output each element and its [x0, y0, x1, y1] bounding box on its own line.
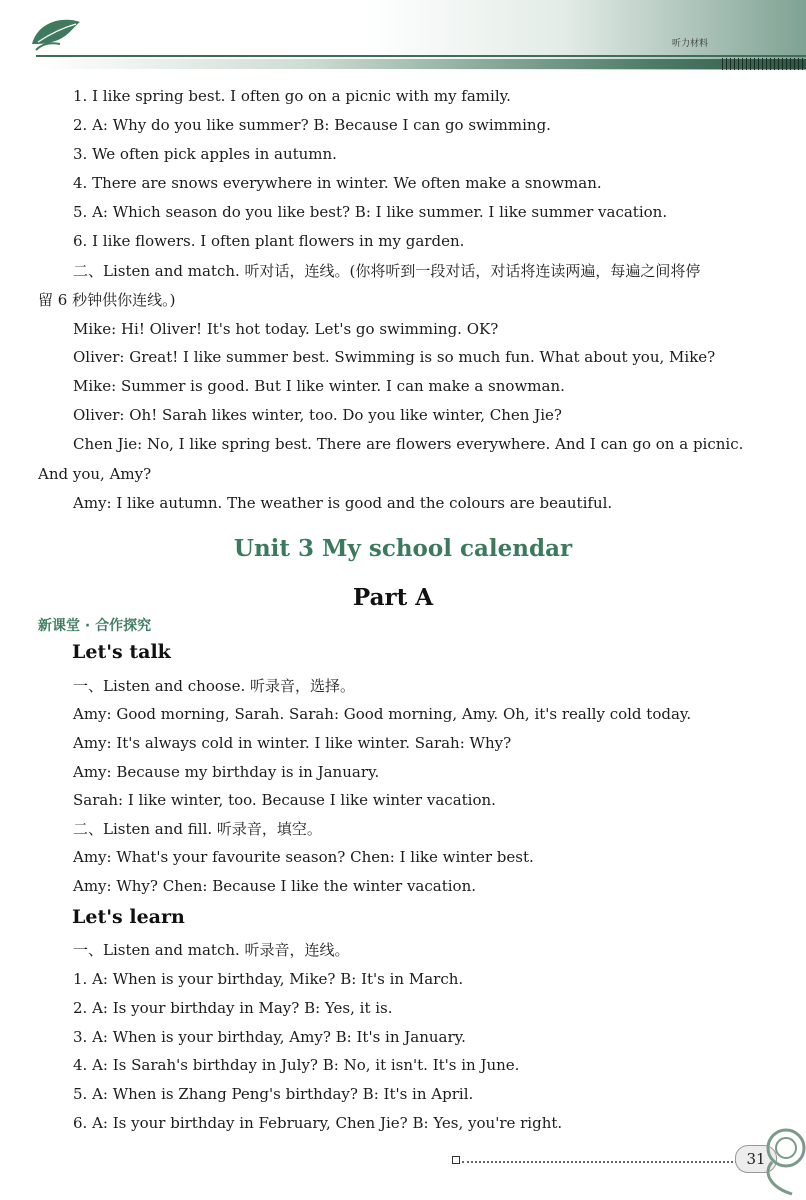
- header-label: 听力材料: [672, 39, 709, 49]
- dialogue-line: Sarah: I like winter, too. Because I like winter vacation.: [73, 791, 496, 809]
- corner-swirl-icon: [752, 1118, 806, 1200]
- section-instruction-continued: 留 6 秒钟供你连线。): [38, 291, 176, 309]
- script-line: 5. A: Which season do you like best? B: I like summer. I like summer vacation.: [73, 203, 668, 221]
- header-stripes: [722, 58, 806, 70]
- dialogue-line: Amy: Because my birthday is in January.: [73, 763, 380, 781]
- lets-talk-heading: Let's talk: [72, 641, 171, 663]
- script-line: 4. There are snows everywhere in winter. We often make a snowman.: [73, 174, 602, 192]
- script-line: 1. I like spring best. I often go on a picnic with my family.: [73, 87, 511, 105]
- instruction-line: 一、Listen and match. 听录音，连线。: [73, 941, 350, 959]
- dialogue-line: Amy: I like autumn. The weather is good and the colours are beautiful.: [73, 494, 613, 512]
- part-title: Part A: [352, 584, 434, 611]
- header-rule: [36, 55, 806, 57]
- script-line: 6. I like flowers. I often plant flowers in my garden.: [73, 232, 465, 250]
- exercise-line: 3. A: When is your birthday, Amy? B: It's in January.: [73, 1028, 466, 1046]
- instruction-line: 一、Listen and choose. 听录音，选择。: [73, 677, 355, 695]
- page-number: 31: [735, 1145, 777, 1173]
- unit-title: Unit 3 My school calendar: [233, 535, 573, 562]
- lets-learn-heading: Let's learn: [72, 906, 185, 928]
- script-line: 2. A: Why do you like summer? B: Because I can go swimming.: [73, 116, 551, 134]
- dialogue-line: Amy: It's always cold in winter. I like winter. Sarah: Why?: [73, 734, 512, 752]
- header-band: [36, 59, 806, 69]
- leaf-logo-icon: [28, 14, 88, 54]
- dialogue-line: Mike: Hi! Oliver! It's hot today. Let's go swimming. OK?: [73, 320, 499, 338]
- dialogue-line: Amy: Why? Chen: Because I like the winter vacation.: [73, 877, 477, 895]
- dialogue-line: Oliver: Great! I like summer best. Swimming is so much fun. What about you, Mike?: [73, 348, 716, 366]
- exercise-line: 5. A: When is Zhang Peng's birthday? B: It's in April.: [73, 1085, 474, 1103]
- instruction-line: 二、Listen and fill. 听录音，填空。: [73, 820, 322, 838]
- section-tag: 新课堂 · 合作探究: [38, 618, 152, 634]
- exercise-line: 4. A: Is Sarah's birthday in July? B: No, it isn't. It's in June.: [73, 1056, 520, 1074]
- exercise-line: 1. A: When is your birthday, Mike? B: It's in March.: [73, 970, 464, 988]
- dialogue-line: Amy: What's your favourite season? Chen: I like winter best.: [73, 848, 534, 866]
- footer-dotted-rule: [462, 1161, 737, 1163]
- dialogue-line: Chen Jie: No, I like spring best. There are flowers everywhere. And I can go on a picnic.: [73, 435, 744, 453]
- dialogue-line: Mike: Summer is good. But I like winter. I can make a snowman.: [73, 377, 565, 395]
- dialogue-line: Oliver: Oh! Sarah likes winter, too. Do you like winter, Chen Jie?: [73, 406, 562, 424]
- dialogue-line: Amy: Good morning, Sarah. Sarah: Good morning, Amy. Oh, it's really cold today.: [73, 705, 692, 723]
- exercise-line: 6. A: Is your birthday in February, Chen Jie? B: Yes, you're right.: [73, 1114, 563, 1132]
- script-line: 3. We often pick apples in autumn.: [73, 145, 337, 163]
- dialogue-line: And you, Amy?: [38, 465, 152, 483]
- section-instruction: 二、Listen and match. 听对话，连线。(你将听到一段对话，对话将连读两遍，每遍之间将停: [73, 262, 701, 280]
- footer-square-icon: [452, 1156, 460, 1164]
- exercise-line: 2. A: Is your birthday in May? B: Yes, it is.: [73, 999, 393, 1017]
